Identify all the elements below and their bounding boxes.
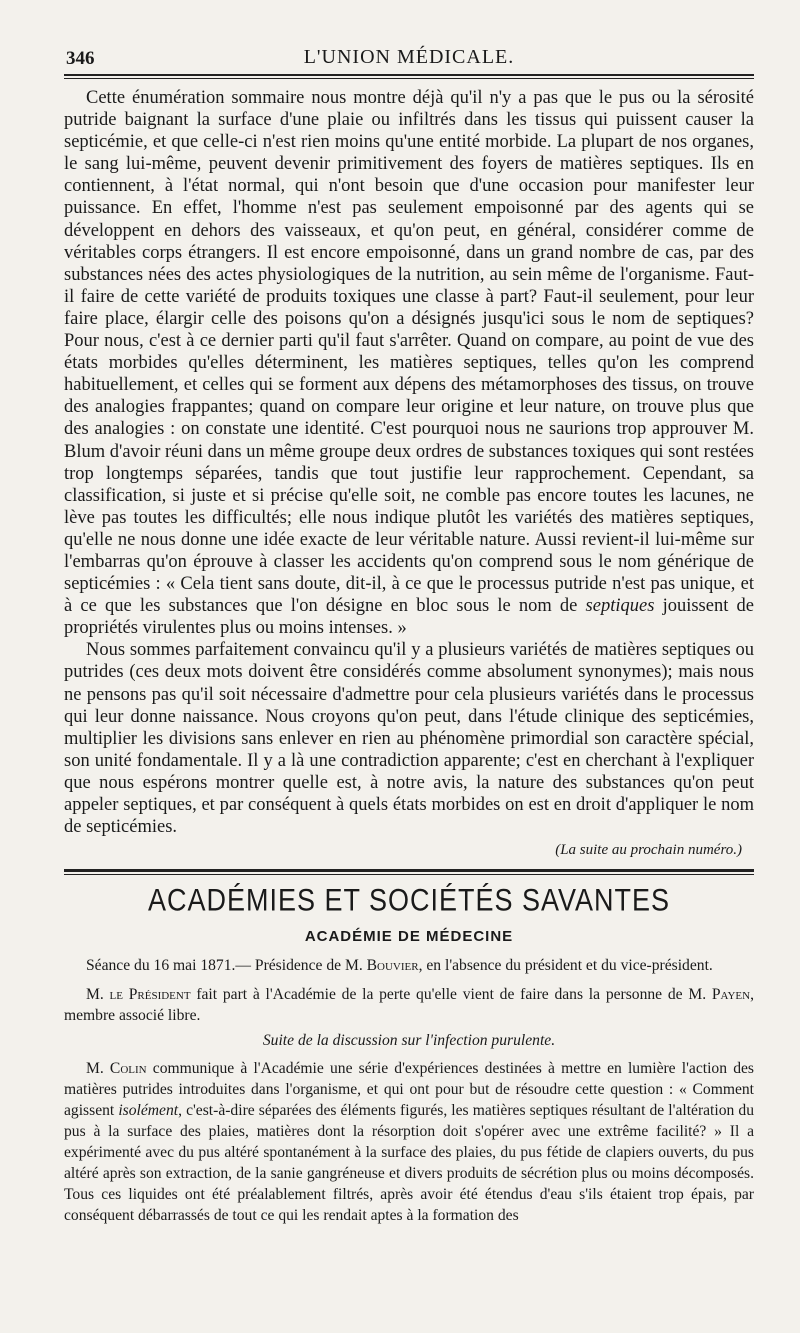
announce-name: M. le Président <box>86 986 191 1004</box>
session-president: Bouvier <box>366 957 419 975</box>
announce-end: , membre associé libre. <box>64 986 754 1025</box>
section-title: ACADÉMIES ET SOCIÉTÉS SAVANTES <box>147 882 671 918</box>
announce-person: Payen <box>711 986 751 1004</box>
paragraph-1-end: jouissent de propriétés virulentes plus ou moins intenses. » <box>64 596 754 639</box>
colin-paragraph <box>64 1058 754 1226</box>
session-suffix: , en l'absence du président et du vice-président. <box>418 957 713 975</box>
page-header <box>64 42 754 74</box>
session-prefix: Séance du 16 mai 1871.— Présidence de M. <box>86 957 367 975</box>
discussion-heading: Suite de la discussion sur l'infection purulente. <box>262 1032 556 1050</box>
announce-mid: fait part à l'Académie de la perte qu'elle vient de faire dans la personne de M. <box>190 986 712 1004</box>
paragraph-1-italic: septiques <box>585 596 655 617</box>
paragraph-1-text: Cette énumération sommaire nous montre déjà qu'il n'y a pas que le pus ou la sérosité putride baignant la surface d'une plaie ou infiltrés dans les tissus qui puissent causer la septicémie, et que celle-ci n'est rien moins qu'une entité morbide. La plupart de nos organes, le sang lui-même, peuvent devenir primitivement des foyers de matières septiques. Ils en contiennent, à l'état normal, qui n'ont besoin que d'une occasion pour manifester leur puissance. En effet, l'homme n'est pas seulement empoisonné par des agents qui se développent en dehors des vaisseaux, et qu'on peut, en général, considérer comme de véritables corps étrangers. Il est encore empoisonné, dans un grand nombre de cas, par des substances nées des actes physiologiques de la nutrition, au sein même de l'organisme. Faut-il faire de cette variété de produits toxiques une classe à part? Faut-il seulement, pour leur faire place, élargir celle des poisons qu'on a désignés jusqu'ici sous le nom de septiques? Pour nous, c'est à ce dernier parti qu'il faut s'arrêter. Quand on compare, au point de vue des états morbides qu'elles déterminent, les matières septiques, telles qu'on les comprend habituellement, et celles qui se forment aux dépens des métamorphoses des tissus, on trouve des analogies frappantes; quand on compare leur origine et leur nature, on trouve plus que des analogies : on constate une identité. C'est pourquoi nous ne saurions trop approuver M. Blum d'avoir réuni dans un même groupe deux ordres de substances toxiques qui sont restées trop longtemps séparées, tandis que tout justifie leur rapprochement. Cependant, sa classification, si juste et si précise qu'elle soit, ne comble pas encore toutes les lacunes, ne lève pas toutes les difficultés; elle nous indique plutôt les variétés des matières septiques, qu'elle ne nous donne une idée exacte de leur véritable nature. Aussi revient-il lui-même sur l'embarras qu'on éprouve à classer les accidents qu'on comprend sous le nom générique de septicémies : « Cela tient sans doute, dit-il, à ce que le processus putride n'est pas unique, et à ce que les substances que l'on désigne en bloc sous le nom de <box>64 88 754 617</box>
running-head: L'UNION MÉDICALE. <box>303 46 515 68</box>
president-announcement <box>64 984 754 1026</box>
article-body <box>64 87 754 859</box>
header-rule <box>64 74 754 79</box>
session-line <box>64 955 754 976</box>
article-paragraph-1 <box>64 87 754 639</box>
subsection-title: ACADÉMIE DE MÉDECINE <box>304 928 514 946</box>
colin-italic: isolément <box>118 1102 179 1120</box>
colin-text-b: , c'est-à-dire séparées des éléments figurés, les matières septiques résultant de l'altération du pus à la surface des plaies, matières dont la résorption doit s'opérer avec une extrême facilité? » Il a expérimenté avec du pus altéré spontanément à la surface des plaies, du pus fétide de clapiers ouverts, du pus altéré après son extraction, de la sanie gangréneuse et divers produits de sécrétion plus ou moins décomposés. Tous ces liquides ont été préalablement filtrés, après avoir été étendus d'eau s'ils étaient trop épais, par conséquent débarrassés de tout ce qui les rendait aptes à la formation des <box>64 1102 754 1225</box>
article-paragraph-2: Nous sommes parfaitement convaincu qu'il y a plusieurs variétés de matières septiques ou putrides (ces deux mots doivent être considérés comme absolument synonymes); mais nous ne pensons pas qu'il soit nécessaire d'admettre pour cela plusieurs variétés dans le processus qui leur donne naissance. Nous croyons qu'on peut, dans l'étude clinique des septicémies, multiplier les divisions sans enlever en rien au phénomène primordial son caractère spécial, son unité fondamentale. Il y a là une contradiction apparente; c'est en cherchant à l'expliquer que nous espérons montrer quelle est, à notre avis, la nature des substances qu'on peut appeler septiques, et par conséquent à quels états morbides on est en droit d'appliquer le nom de septicémies. <box>64 640 754 838</box>
colin-name: M. Colin <box>86 1060 147 1078</box>
colin-text-a: communique à l'Académie une série d'expériences destinées à mettre en lumière l'action des matières putrides introduites dans l'organisme, et qui ont pour but de résoudre cette question : « Comment agissent <box>64 1060 754 1120</box>
page-number: 346 <box>66 48 95 69</box>
continued-note: (La suite au prochain numéro.) <box>555 842 742 859</box>
section-rule <box>64 869 754 875</box>
